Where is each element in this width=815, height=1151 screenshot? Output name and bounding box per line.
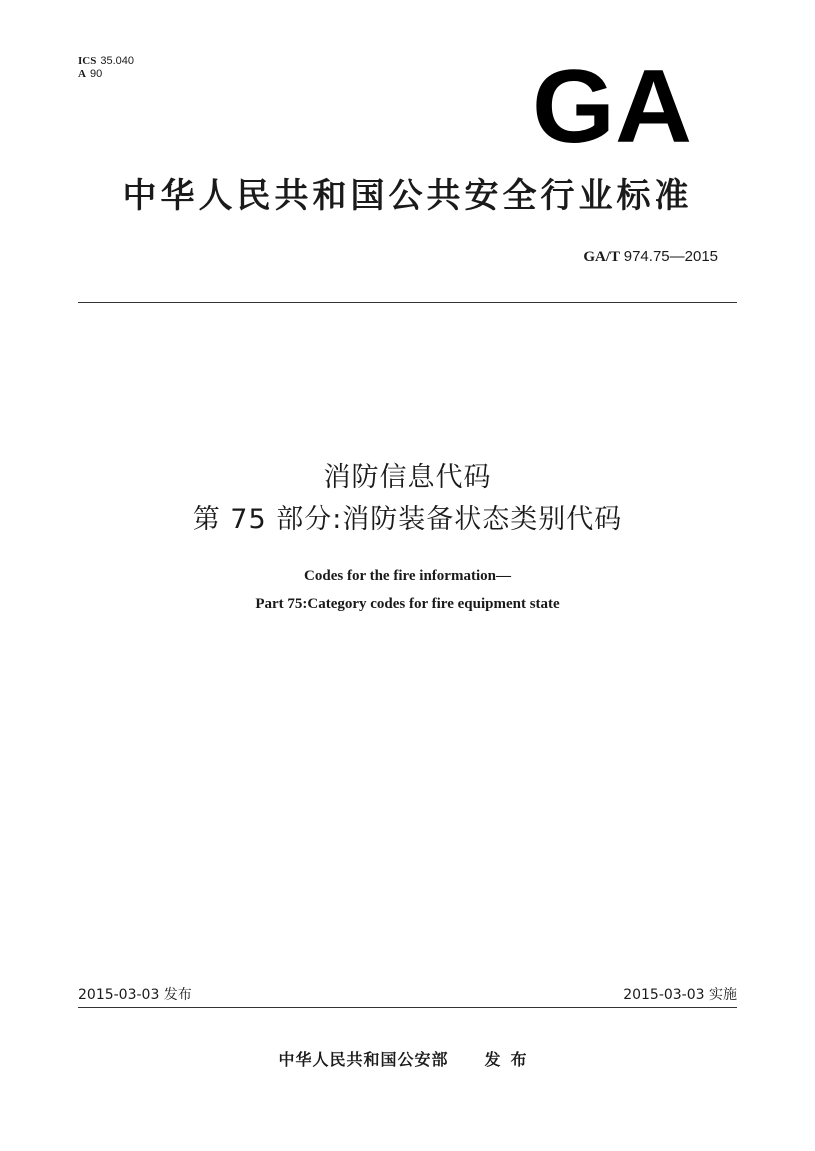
implement-date: 2015-03-03 实施 xyxy=(623,987,737,1003)
ics-line xyxy=(78,55,134,68)
ccs-value: 90 xyxy=(89,68,103,80)
bottom-divider xyxy=(78,1007,737,1008)
top-divider xyxy=(78,302,737,303)
ics-label: ICS xyxy=(78,55,97,67)
standard-number-value: 974.75—2015 xyxy=(623,248,718,265)
standard-prefix: GA/T xyxy=(583,249,620,265)
publisher-action: 发布 xyxy=(484,1050,537,1069)
issuing-org-title: 中华人民共和国公共安全行业标准 xyxy=(122,176,693,216)
ics-value: 35.040 xyxy=(100,55,134,67)
issue-date: 2015-03-03 发布 xyxy=(78,987,192,1003)
title-en-line2: Part 75:Category codes for fire equipment state xyxy=(255,596,560,612)
publisher-name: 中华人民共和国公安部 xyxy=(278,1050,449,1069)
title-cn-line1: 消防信息代码 xyxy=(323,462,492,493)
title-cn-line2: 第 75 部分:消防装备状态类别代码 xyxy=(192,504,623,535)
classification-codes xyxy=(78,55,134,81)
ga-logo-text: GA xyxy=(532,62,692,144)
publisher xyxy=(0,1047,815,1070)
ga-logo xyxy=(532,62,692,144)
standard-number xyxy=(583,248,718,266)
ccs-line xyxy=(78,68,134,81)
title-en-line1: Codes for the fire information— xyxy=(304,568,511,584)
ccs-label: A xyxy=(78,68,86,80)
